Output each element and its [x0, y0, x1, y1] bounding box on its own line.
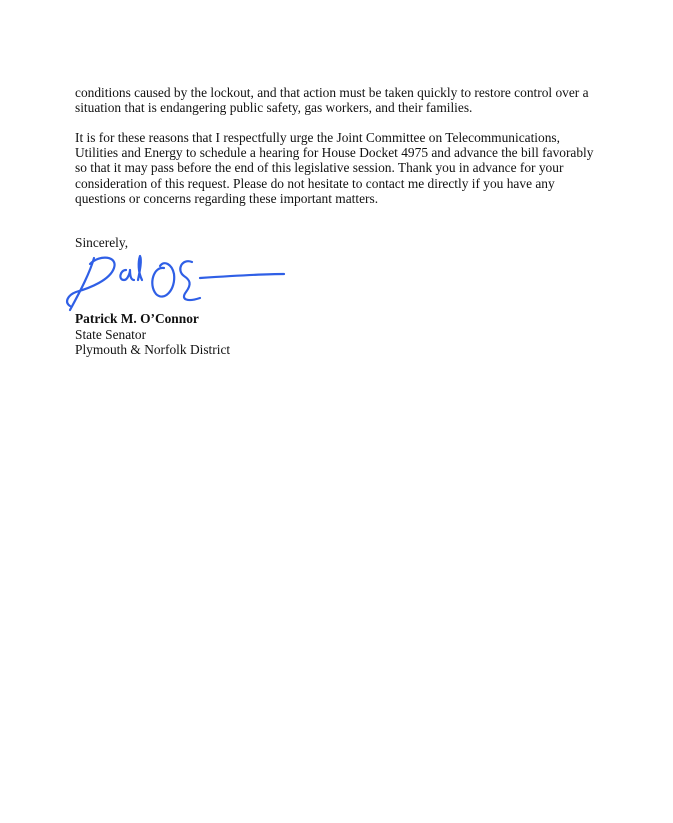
signature-block: [75, 311, 230, 358]
body-paragraph-1: [75, 85, 635, 115]
body-paragraph-2: [75, 130, 635, 206]
signature-stroke: [152, 263, 174, 296]
signer-name: Patrick M. O’Connor: [75, 311, 199, 326]
paragraph-line: situation that is endangering public safety, gas workers, and their families.: [75, 100, 473, 116]
closing-salutation: Sincerely,: [75, 235, 129, 250]
paragraph-line: conditions caused by the lockout, and that action must be taken quickly to restore control over a: [75, 85, 589, 100]
signature-stroke: [120, 270, 134, 280]
signature-stroke: [70, 258, 94, 310]
paragraph-line: It is for these reasons that I respectfully urge the Joint Committee on Telecommunications,: [75, 130, 560, 145]
signer-title: State Senator: [75, 326, 147, 342]
signature-stroke: [138, 256, 142, 280]
paragraph-line: questions or concerns regarding these important matters.: [75, 190, 379, 206]
paragraph-line: consideration of this request. Please do not hesitate to contact me directly if you have any: [75, 175, 555, 191]
signature-stroke: [200, 274, 284, 278]
signature-stroke: [180, 261, 200, 300]
signer-district: Plymouth & Norfolk District: [75, 342, 231, 358]
paragraph-line: Utilities and Energy to schedule a hearing for House Docket 4975 and advance the bill favorably: [75, 145, 594, 161]
signature-strokes: [67, 256, 284, 310]
paragraph-line: so that it may pass before the end of this legislative session. Thank you in advance for your: [75, 160, 564, 176]
